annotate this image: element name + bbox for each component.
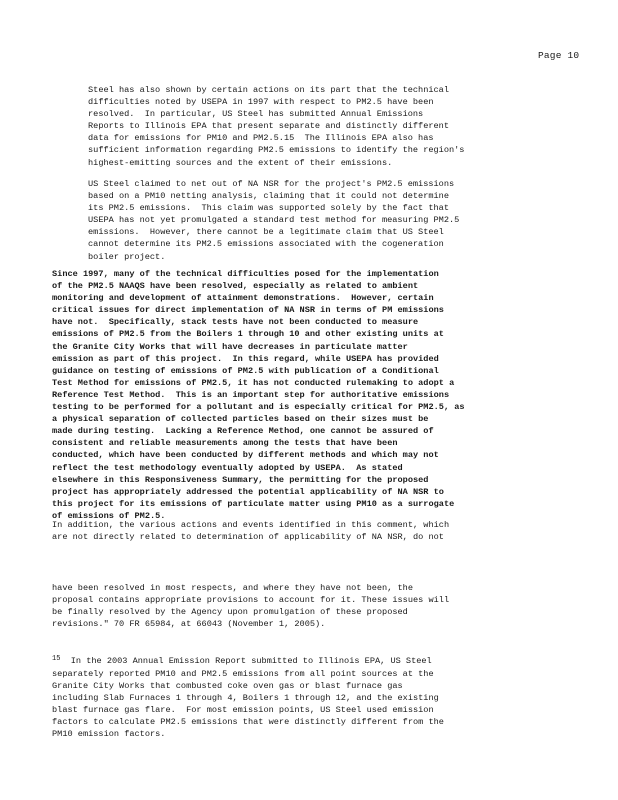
footnote-15: [52, 655, 449, 741]
footnote-15-number: 15: [52, 654, 61, 663]
paragraph-technical-difficulties: Steel has also shown by certain actions on its part that the technical difficulties noted by USEPA in 1997 with respect to PM2.5 have been resolved. In particular, US Steel has submitted Annual Emissions Reports to Illinois EPA that present separate and distinctly different data for emissions for PM10 and PM2.5.15 The Illinois EPA also has sufficient information regarding PM2.5 emissions to identify the region's highest-emitting sources and the extent of their emissions.: [88, 85, 465, 168]
footnotes-section: [52, 558, 449, 753]
paragraph-agency-response: Since 1997, many of the technical difficulties posed for the implementation of the PM2.5 NAAQS have been resolved, especially as related to ambient monitoring and development of attainment demonstrations. However, certain critical issues for direct implementation of NA NSR in terms of PM emissions have not. Specifically, stack tests have not been conducted to measure emissions of PM2.5 from the Boilers 1 through 10 and other existing units at the Granite City Works that will have decreases in particulate matter emission as part of this project. In this regard, while USEPA has provided guidance on testing of emissions of PM2.5 with publication of a Conditional Test Method for emissions of PM2.5, it has not conducted rulemaking to adopt a Reference Test Method. This is an important step for authoritative emissions testing to be performed for a pollutant and is especially critical for PM2.5, as a physical separation of collected particles based on their sizes must be made during testing. Lacking a Reference Method, one cannot be assured of consistent and reliable measurements among the tests that have been conducted, which have been conducted by different methods and which may not reflect the test methodology eventually adopted by USEPA. As stated elsewhere in this Responsiveness Summary, the permitting for the proposed project has appropriately addressed the potential applicability of NA NSR to this project for its emissions of particulate matter using PM10 as a surrogate of emissions of PM2.5.: [52, 269, 465, 521]
paragraph-netting-claim: US Steel claimed to net out of NA NSR for the project's PM2.5 emissions based on a PM10 netting analysis, claiming that it could not determine its PM2.5 emissions. This claim was supported solely by the fact that USEPA has not yet promulgated a standard test method for measuring PM2.5 emissions. However, there cannot be a legitimate claim that US Steel cannot determine its PM2.5 emissions associated with the cogeneration boiler project.: [88, 179, 460, 262]
page-number: Page 10: [538, 50, 580, 61]
footnote-continuation: have been resolved in most respects, and where they have not been, the proposal contains appropriate provisions to account for it. These issues will be finally resolved by the Agency upon promulgation of these proposed revisions." 70 FR 65984, at 66043 (November 1, 2005).: [52, 583, 450, 630]
footnote-15-text: In the 2003 Annual Emission Report submitted to Illinois EPA, US Steel separately reported PM10 and PM2.5 emissions from all point sources at the Granite City Works that combusted coke oven gas or blast furnace gas including Slab Furnaces 1 through 4, Boilers 1 through 12, and the existing blast furnace gas flare. For most emission points, US Steel used emission factors to calculate PM2.5 emissions that were distinctly different from the PM10 emission factors.: [52, 655, 444, 740]
paragraph-additional-actions: In addition, the various actions and events identified in this comment, which are not directly related to determination of applicability of NA NSR, do not: [52, 520, 450, 543]
